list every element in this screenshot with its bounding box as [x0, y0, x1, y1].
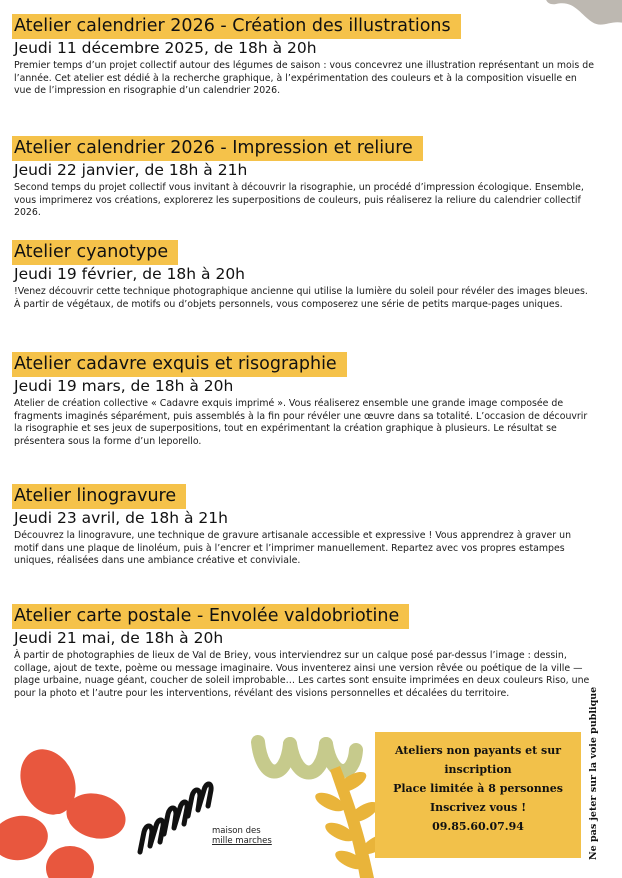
event-title: Atelier calendrier 2026 - Impression et reliure [12, 136, 423, 161]
info-line-3: Place limitée à 8 personnes [393, 782, 563, 795]
registration-info-box [375, 732, 581, 858]
event-description: Second temps du projet collectif vous invitant à découvrir la risographie, un procédé d’impression écologique. Ensemble, vous imprimerez vos créations, explorerez les superpositions de couleurs, puis réaliserez la reliure du calendrier collectif 2026. [14, 182, 584, 219]
event-date: Jeudi 23 avril, de 18h à 21h [14, 509, 228, 527]
logo-line-1: maison des [212, 826, 261, 836]
logo-text [212, 826, 272, 846]
event-description: Atelier de création collective « Cadavre exquis imprimé ». Vous réaliserez ensemble une grande image composée de fragments imaginés séparément, puis assemblés à la fin pour révéler une œuvre dans sa totalité. L’occasion de découvrir la risographie et ses jeux de superpositions, tout en expérimentant la création graphique à plusieurs. Le résultat se présentera sous la forme d’un leporello. [14, 398, 588, 447]
event-date: Jeudi 21 mai, de 18h à 20h [14, 629, 224, 647]
green-wave-decoration [258, 742, 356, 773]
event-2 [14, 136, 594, 220]
event-description: !Venez découvrir cette technique photographique ancienne qui utilise la lumière du soleil pour révéler des images bleues. À partir de végétaux, de motifs ou d’objets personnels, vous composerez une série de petits marque-pages uniques. [14, 286, 588, 310]
red-flower-icon [0, 740, 131, 878]
info-line-2: inscription [444, 763, 512, 776]
event-title: Atelier linogravure [12, 484, 186, 509]
event-5 [14, 484, 594, 568]
event-title: Atelier calendrier 2026 - Création des illustrations [12, 14, 461, 39]
mmm-logo-icon [140, 784, 211, 852]
event-6 [14, 604, 594, 700]
side-notice: Ne pas jeter sur la voie publique [588, 686, 599, 860]
info-line-4: Inscrivez vous ! [429, 801, 527, 814]
event-description: À partir de photographies de lieux de Val de Briey, vous interviendrez sur un calque posé par-dessus l’image : dessin, collage, ajout de texte, poème ou message imaginaire. Vous inventerez ainsi une version rêvée ou poétique de la ville — plage urbaine, nuage géant, coucher de soleil improbable… Les cartes sont ensuite imprimées en deux couleurs Riso, une pour la photo et l’autre pour les interventions, révélant des visions personnelles et décalées du territoire. [14, 650, 590, 699]
event-date: Jeudi 19 mars, de 18h à 20h [14, 377, 234, 395]
event-date: Jeudi 11 décembre 2025, de 18h à 20h [14, 39, 317, 57]
event-title: Atelier carte postale - Envolée valdobriotine [12, 604, 409, 629]
logo-line-2: mille marches [212, 836, 272, 846]
event-3 [14, 240, 594, 311]
event-date: Jeudi 19 février, de 18h à 20h [14, 265, 246, 283]
event-1 [14, 14, 594, 98]
event-date: Jeudi 22 janvier, de 18h à 21h [14, 161, 248, 179]
event-title: Atelier cadavre exquis et risographie [12, 352, 347, 377]
info-line-1: Ateliers non payants et sur [394, 744, 562, 757]
event-title: Atelier cyanotype [12, 240, 178, 265]
event-description: Découvrez la linogravure, une technique de gravure artisanale accessible et expressive ! Vous apprendrez à graver un motif dans une plaque de linoléum, puis à l’encrer et l’imprimer manuellement. Repartez avec vos propres estampes uniques, réalisées dans une ambiance créative et conviviale. [14, 530, 572, 567]
event-description: Premier temps d’un projet collectif autour des légumes de saison : vous concevrez une illustration représentant un mois de l’année. Cet atelier est dédié à la recherche graphique, à l’expérimentation des couleurs et à la composition visuelle en vue de l’impression en risographie d’un calendrier 2026. [14, 60, 594, 97]
info-phone: 09.85.60.07.94 [432, 820, 524, 833]
event-4 [14, 352, 594, 448]
